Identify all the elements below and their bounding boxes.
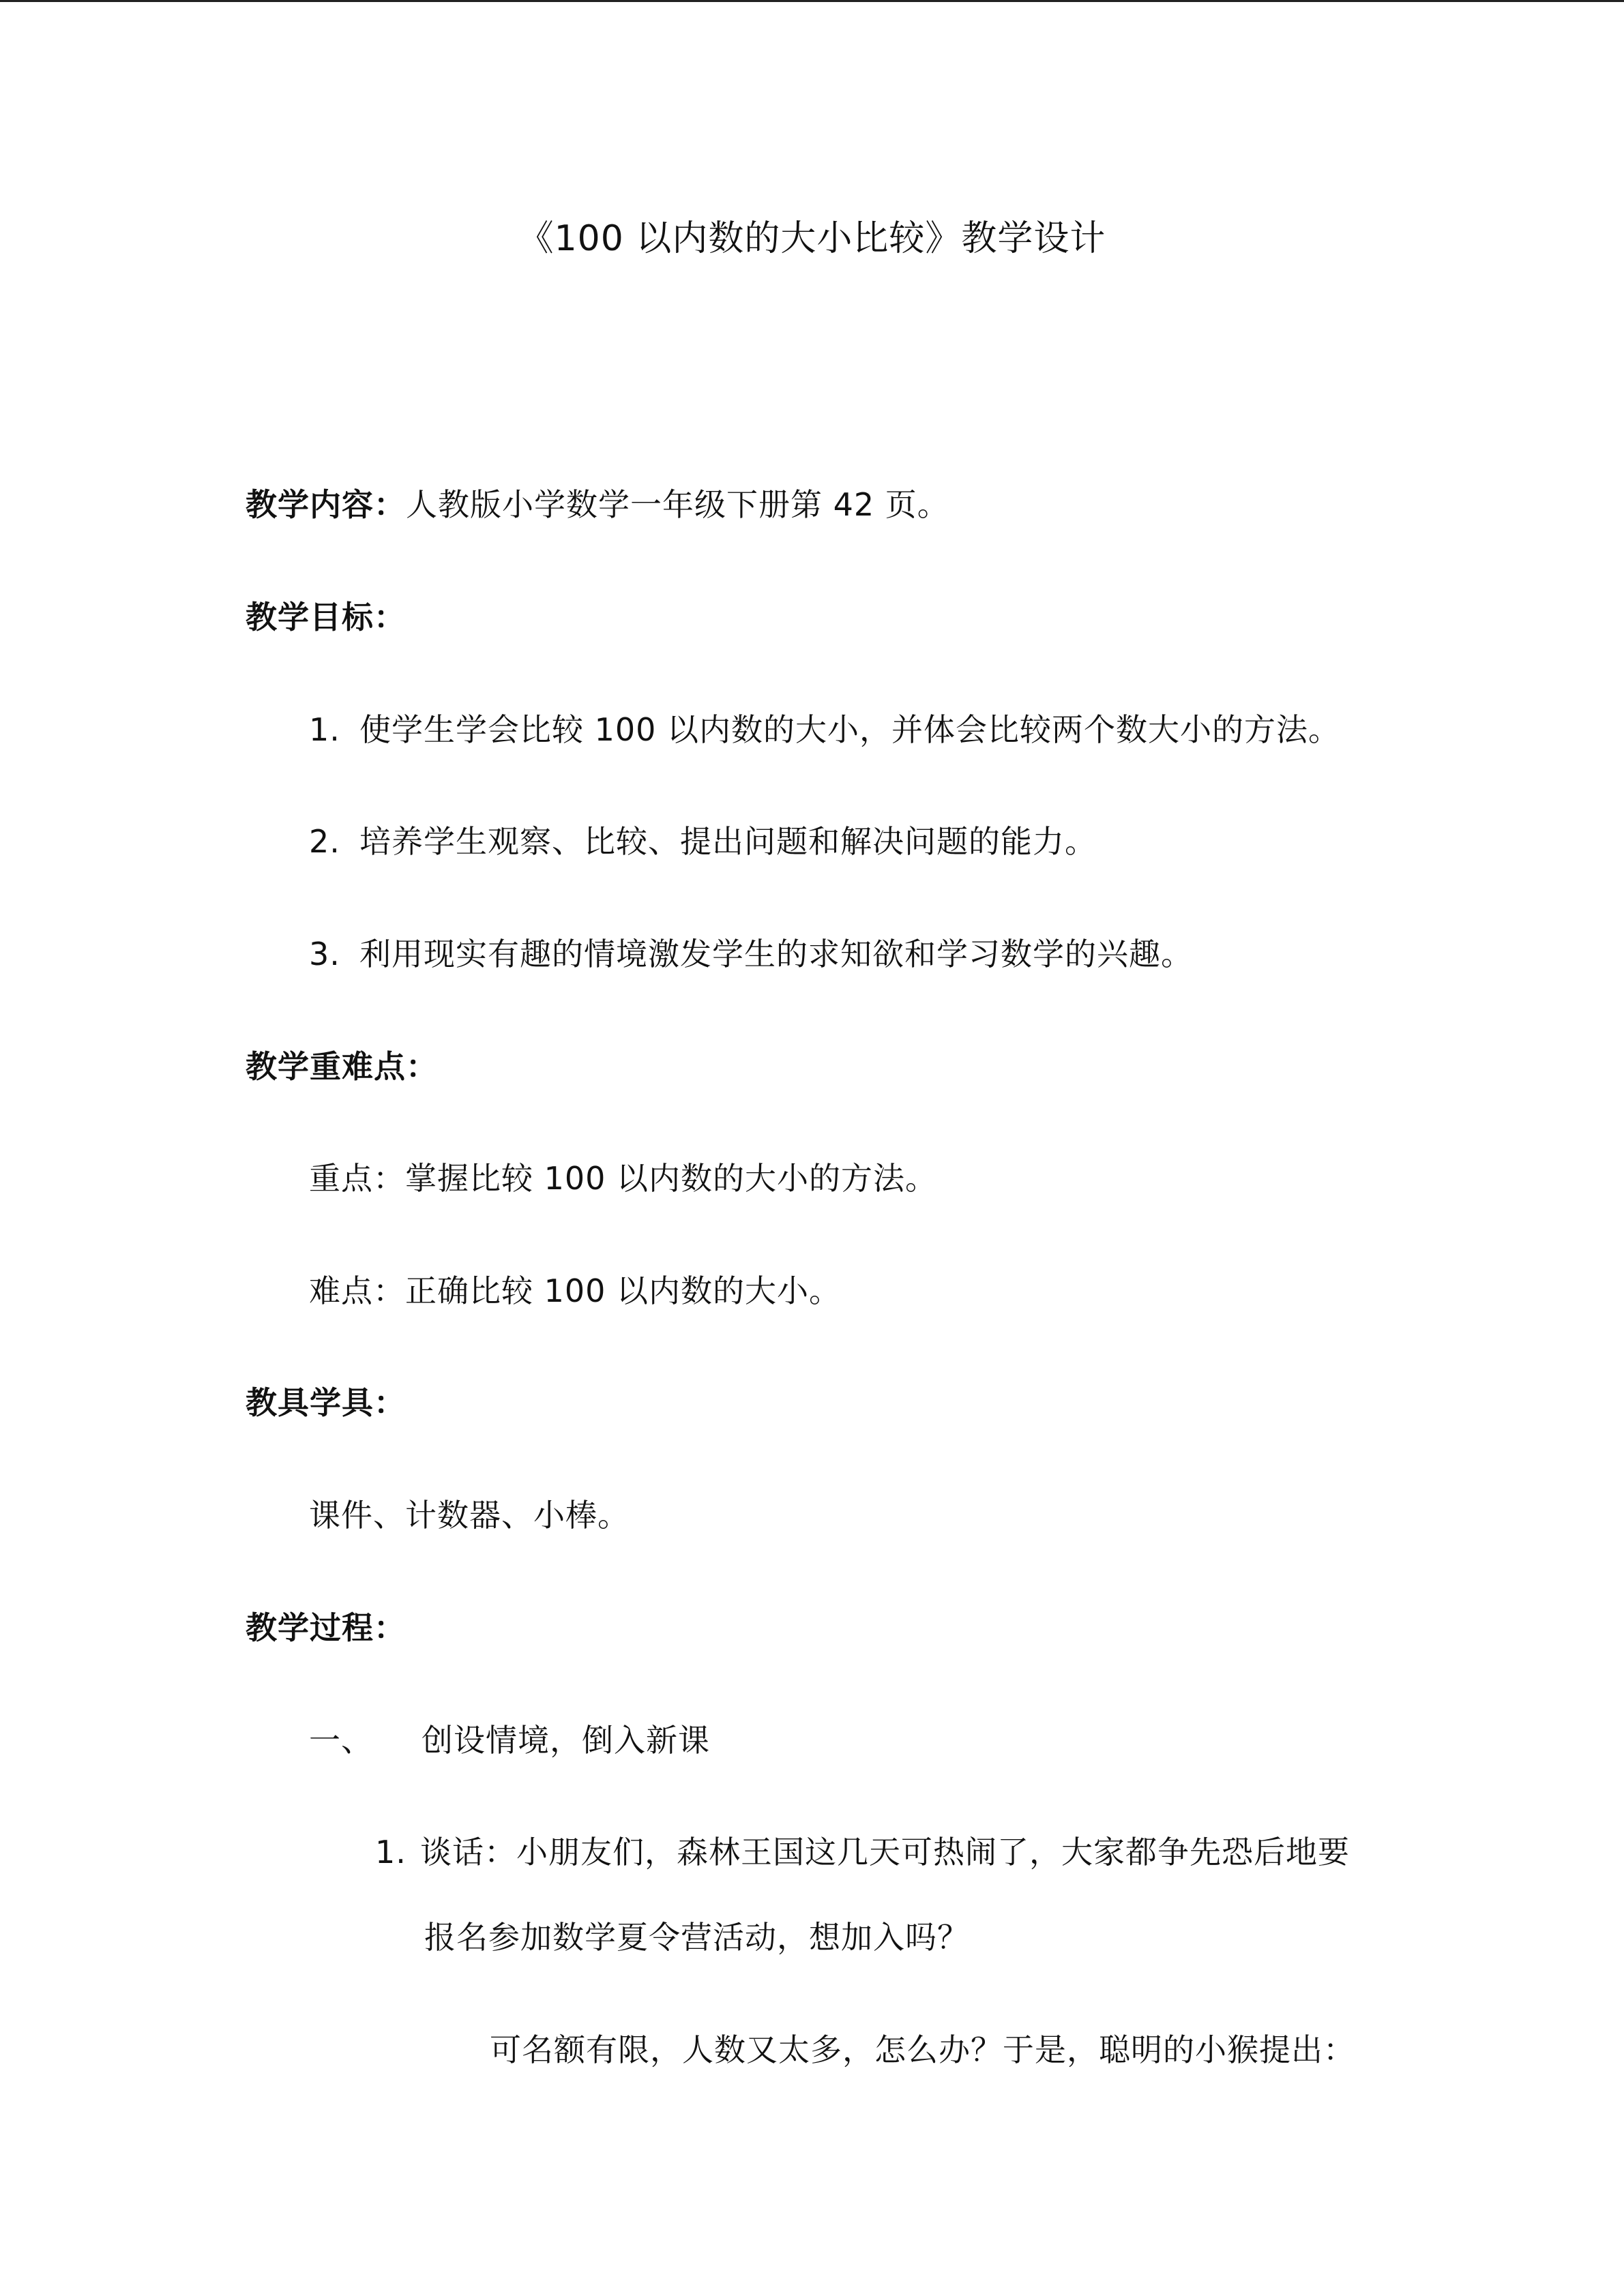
objective-number: 2. (309, 823, 340, 860)
teaching-content-text: 人教版小学数学一年级下册第 42 页。 (406, 486, 949, 523)
process-heading: 教学过程： (246, 1609, 406, 1646)
objective-item-3 (309, 932, 1193, 976)
section-number: 一、 (309, 1722, 373, 1759)
objective-text: 利用现实有趣的情境激发学生的求知欲和学习数学的兴趣。 (359, 936, 1193, 972)
key-points-heading: 教学重难点： (246, 1048, 438, 1085)
materials-heading: 教具学具： (246, 1384, 406, 1421)
objective-number: 3. (309, 936, 340, 972)
process-item-1-line-2: 报名参加数学夏令营活动，想加入吗？ (424, 1919, 969, 1956)
process-item-text: 谈话：小朋友们，森林王国这几天可热闹了，大家都争先恐后地要 (420, 1834, 1350, 1870)
difficulty-point: 难点：正确比较 100 以内数的大小。 (309, 1272, 842, 1309)
objective-item-2 (309, 820, 1097, 863)
section-1-heading (309, 1718, 710, 1762)
objective-item-1 (309, 708, 1340, 751)
teaching-content-line (246, 483, 949, 526)
document-title: 《100 以内数的大小比较》教学设计 (518, 218, 1106, 259)
materials-text: 课件、计数器、小棒。 (309, 1497, 630, 1534)
process-item-1-line-1 (375, 1830, 1350, 1874)
objectives-heading: 教学目标： (246, 599, 406, 636)
process-paragraph: 可名额有限，人数又太多，怎么办？于是，聪明的小猴提出： (490, 2031, 1355, 2068)
objective-number: 1. (309, 711, 340, 748)
objective-text: 培养学生观察、比较、提出问题和解决问题的能力。 (359, 823, 1097, 860)
section-title: 创设情境，倒入新课 (422, 1722, 710, 1759)
teaching-content-label: 教学内容： (246, 486, 406, 523)
process-item-number: 1. (375, 1834, 407, 1870)
objective-text: 使学生学会比较 100 以内数的大小，并体会比较两个数大小的方法。 (359, 711, 1341, 748)
focus-point: 重点：掌握比较 100 以内数的大小的方法。 (309, 1160, 938, 1197)
